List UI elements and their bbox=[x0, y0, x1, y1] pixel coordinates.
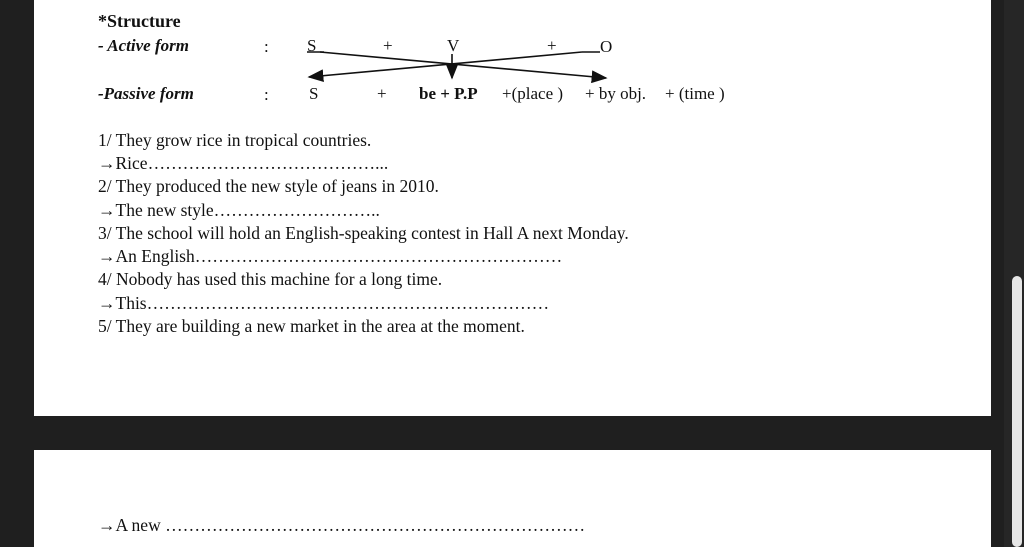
active-verb: V bbox=[447, 36, 460, 55]
exercise-3-answer-line[interactable]: →An English……………………………………………………… bbox=[98, 246, 563, 266]
structure-heading: *Structure bbox=[98, 11, 181, 31]
exercise-5-question: 5/ They are building a new market in the area at the moment. bbox=[98, 316, 525, 336]
exercise-4-answer-line[interactable]: →This…………………………………………………………… bbox=[98, 293, 550, 313]
passive-be-pp: be + P.P bbox=[419, 84, 478, 103]
exercise-5-answer-line[interactable]: →A new ……………………………………………………………… bbox=[98, 515, 586, 535]
passive-by-obj: + by obj. bbox=[585, 84, 647, 103]
passive-time: + (time ) bbox=[665, 84, 725, 103]
passive-subject: S bbox=[309, 84, 319, 103]
passive-colon: : bbox=[264, 85, 269, 104]
object-to-subject-arrow bbox=[309, 52, 582, 77]
active-colon: : bbox=[264, 37, 269, 56]
subject-to-by-obj-arrow bbox=[320, 52, 606, 78]
active-plus-2: + bbox=[547, 36, 557, 55]
exercise-1-answer-line[interactable]: →Rice…………………………………... bbox=[98, 153, 389, 173]
exercise-3-question: 3/ The school will hold an English-speaking contest in Hall A next Monday. bbox=[98, 223, 629, 243]
passive-plus-1: + bbox=[377, 84, 387, 103]
active-subject: S bbox=[307, 36, 317, 55]
passive-place: +(place ) bbox=[502, 84, 564, 103]
conversion-arrows-diagram bbox=[34, 0, 991, 120]
exercise-4-question: 4/ Nobody has used this machine for a long time. bbox=[98, 269, 443, 289]
active-plus-1: + bbox=[383, 36, 393, 55]
passive-form-label: -Passive form bbox=[98, 84, 194, 103]
scrollbar-thumb[interactable] bbox=[1012, 276, 1022, 547]
exercise-2-answer-line[interactable]: →The new style……………………….. bbox=[98, 200, 380, 220]
exercise-2-question: 2/ They produced the new style of jeans in 2010. bbox=[98, 176, 439, 196]
document-page bbox=[34, 0, 991, 416]
document-page-next bbox=[34, 450, 991, 547]
active-form-label: - Active form bbox=[98, 36, 189, 55]
exercise-1-question: 1/ They grow rice in tropical countries. bbox=[98, 130, 372, 150]
active-object: O bbox=[600, 37, 613, 56]
